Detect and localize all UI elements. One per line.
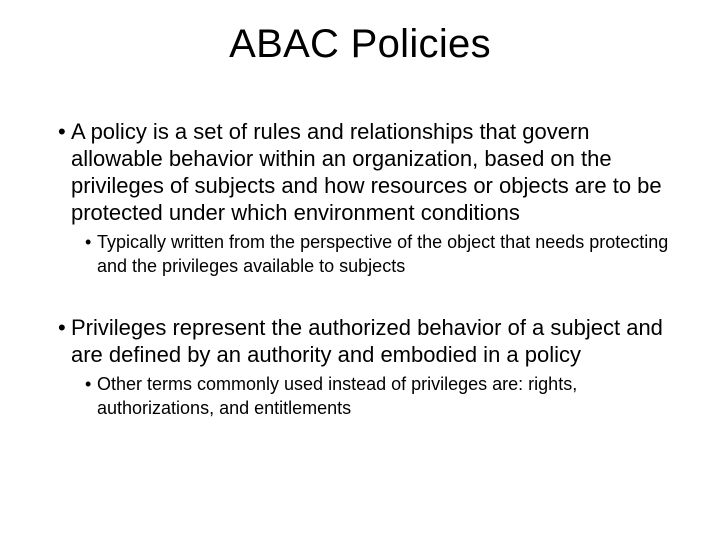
bullet-icon: • (85, 374, 92, 394)
sub-bullet-text: Typically written from the perspective of the object that needs protecting and the privileges available to subjects (97, 232, 669, 276)
bullet-text: A policy is a set of rules and relationships that govern allowable behavior within an organization, based on the privileges of subjects and how resources or objects are to be protected under which environment conditions (71, 119, 662, 225)
sub-bullet-item (58, 230, 678, 278)
bullet-icon: • (58, 119, 66, 144)
bullet-text: Privileges represent the authorized behavior of a subject and are defined by an authority and embodied in a policy (71, 315, 663, 367)
sub-bullet-text: Other terms commonly used instead of privileges are: rights, authorizations, and entitlements (97, 374, 578, 418)
slide-content (58, 118, 678, 420)
bullet-item (58, 118, 678, 226)
sub-bullet-item (58, 372, 678, 420)
bullet-icon: • (58, 315, 66, 340)
bullet-icon: • (85, 232, 92, 252)
bullet-item (58, 314, 678, 368)
slide-title: ABAC Policies (229, 22, 491, 66)
